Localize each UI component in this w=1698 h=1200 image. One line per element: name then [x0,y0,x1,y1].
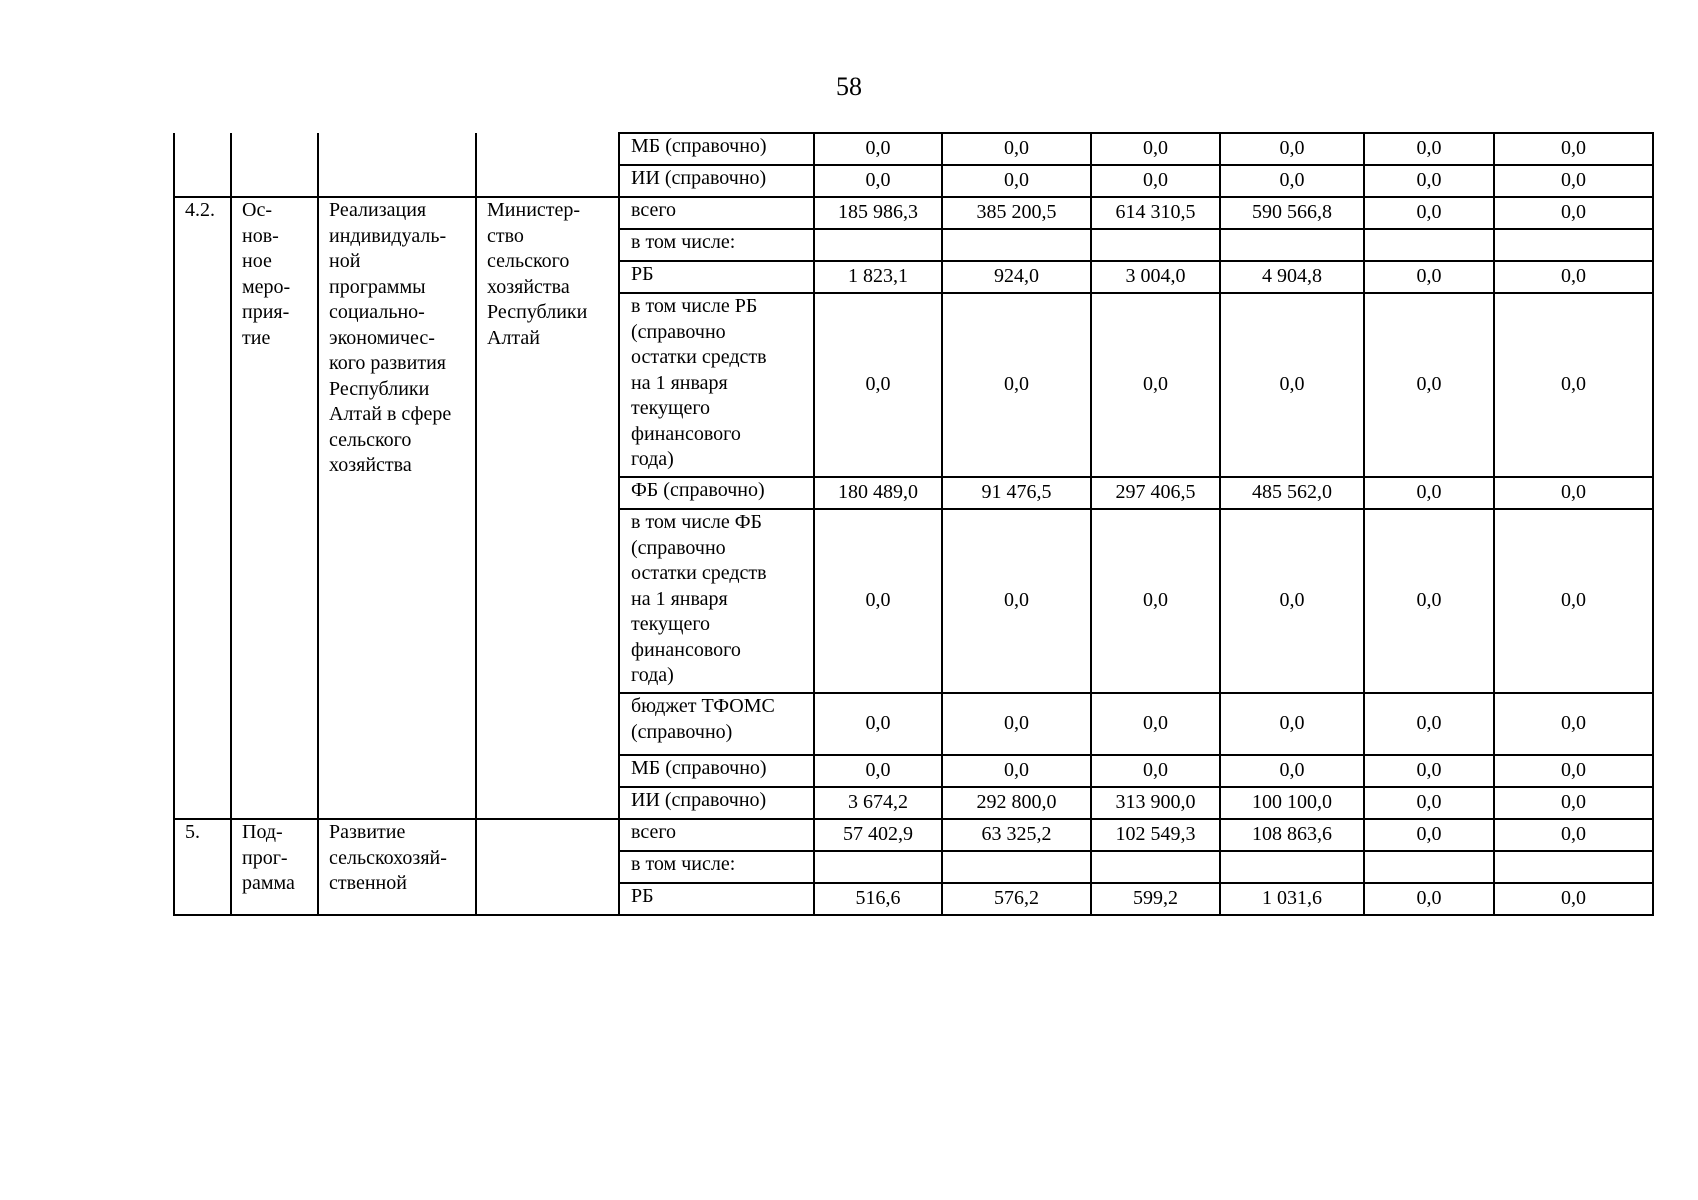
table-row [174,197,1653,229]
amount-cell: 0,0 [1364,787,1494,819]
financing-table [173,132,1654,916]
amount-cell: 0,0 [1364,819,1494,851]
amount-cell: 0,0 [1220,133,1364,165]
amount-cell: 614 310,5 [1091,197,1220,229]
amount-cell: 0,0 [942,693,1091,755]
amount-cell [1220,851,1364,883]
item-number-cell: 5. [174,819,231,915]
amount-cell [1091,851,1220,883]
amount-cell: 0,0 [1494,133,1653,165]
item-type-cell: Ос- нов- ное меро- прия- тие [231,197,318,819]
amount-cell: 4 904,8 [1220,261,1364,293]
amount-cell: 0,0 [942,509,1091,693]
amount-cell [814,229,942,261]
amount-cell: 0,0 [814,165,942,197]
amount-cell: 0,0 [1220,509,1364,693]
amount-cell [1220,229,1364,261]
item-executor-cell: Министер- ство сельского хозяйства Республики Алтай [476,197,619,819]
amount-cell: 0,0 [1091,293,1220,477]
funding-source-cell: РБ [619,261,814,293]
amount-cell: 0,0 [1364,755,1494,787]
funding-source-cell: всего [619,819,814,851]
amount-cell: 0,0 [814,509,942,693]
amount-cell: 3 004,0 [1091,261,1220,293]
continuation-name-cell [318,133,476,197]
funding-source-cell: ИИ (справочно) [619,787,814,819]
continuation-number-cell [174,133,231,197]
funding-source-cell: РБ [619,883,814,915]
amount-cell: 516,6 [814,883,942,915]
amount-cell: 0,0 [942,165,1091,197]
amount-cell: 63 325,2 [942,819,1091,851]
amount-cell: 0,0 [1494,755,1653,787]
amount-cell: 0,0 [1220,693,1364,755]
amount-cell: 0,0 [1494,693,1653,755]
amount-cell: 0,0 [1364,293,1494,477]
amount-cell: 1 031,6 [1220,883,1364,915]
funding-source-cell: ФБ (справочно) [619,477,814,509]
funding-source-cell: МБ (справочно) [619,755,814,787]
amount-cell: 0,0 [1364,693,1494,755]
table-row [174,819,1653,851]
page-number: 58 [836,72,862,101]
amount-cell: 0,0 [1494,509,1653,693]
amount-cell: 0,0 [1494,787,1653,819]
amount-cell: 0,0 [1364,261,1494,293]
continuation-type-cell [231,133,318,197]
amount-cell: 0,0 [1091,509,1220,693]
amount-cell: 0,0 [942,293,1091,477]
amount-cell: 0,0 [814,133,942,165]
amount-cell: 0,0 [1091,755,1220,787]
amount-cell: 0,0 [1494,883,1653,915]
funding-source-cell: всего [619,197,814,229]
amount-cell: 100 100,0 [1220,787,1364,819]
item-name-cell: Развитие сельскохозяй- ственной [318,819,476,915]
amount-cell: 0,0 [1494,165,1653,197]
amount-cell [1364,229,1494,261]
amount-cell: 297 406,5 [1091,477,1220,509]
amount-cell: 0,0 [1091,165,1220,197]
amount-cell: 0,0 [1364,883,1494,915]
funding-source-cell: в том числе РБ (справочно остатки средств на 1 января текущего финансового года) [619,293,814,477]
item-executor-cell [476,819,619,915]
amount-cell: 576,2 [942,883,1091,915]
amount-cell [1494,229,1653,261]
amount-cell: 0,0 [1220,165,1364,197]
funding-source-cell: в том числе: [619,229,814,261]
amount-cell: 0,0 [1494,293,1653,477]
amount-cell: 57 402,9 [814,819,942,851]
amount-cell [942,851,1091,883]
funding-source-cell: МБ (справочно) [619,133,814,165]
amount-cell: 0,0 [1494,197,1653,229]
funding-source-cell: в том числе ФБ (справочно остатки средств на 1 января текущего финансового года) [619,509,814,693]
amount-cell: 0,0 [1364,133,1494,165]
amount-cell: 1 823,1 [814,261,942,293]
amount-cell: 3 674,2 [814,787,942,819]
amount-cell: 485 562,0 [1220,477,1364,509]
amount-cell: 0,0 [1494,261,1653,293]
amount-cell: 0,0 [1220,293,1364,477]
amount-cell: 0,0 [1364,165,1494,197]
amount-cell: 0,0 [1494,477,1653,509]
amount-cell: 0,0 [1091,133,1220,165]
item-type-cell: Под- прог- рамма [231,819,318,915]
amount-cell [1364,851,1494,883]
amount-cell: 924,0 [942,261,1091,293]
amount-cell: 0,0 [1364,197,1494,229]
amount-cell: 0,0 [942,133,1091,165]
funding-source-cell: в том числе: [619,851,814,883]
amount-cell [1494,851,1653,883]
item-name-cell: Реализация индивидуаль- ной программы социально- экономичес- кого развития Республики Алтай в сфере сельского хозяйства [318,197,476,819]
amount-cell: 385 200,5 [942,197,1091,229]
amount-cell: 0,0 [1364,509,1494,693]
amount-cell: 0,0 [1364,477,1494,509]
amount-cell: 180 489,0 [814,477,942,509]
amount-cell: 292 800,0 [942,787,1091,819]
funding-source-cell: ИИ (справочно) [619,165,814,197]
amount-cell: 0,0 [942,755,1091,787]
amount-cell: 0,0 [1494,819,1653,851]
amount-cell [1091,229,1220,261]
amount-cell: 313 900,0 [1091,787,1220,819]
amount-cell: 108 863,6 [1220,819,1364,851]
amount-cell [942,229,1091,261]
amount-cell: 590 566,8 [1220,197,1364,229]
amount-cell: 0,0 [814,755,942,787]
amount-cell: 0,0 [1091,693,1220,755]
amount-cell: 185 986,3 [814,197,942,229]
amount-cell: 0,0 [814,293,942,477]
item-number-cell: 4.2. [174,197,231,819]
amount-cell [814,851,942,883]
amount-cell: 0,0 [814,693,942,755]
amount-cell: 599,2 [1091,883,1220,915]
amount-cell: 0,0 [1220,755,1364,787]
amount-cell: 102 549,3 [1091,819,1220,851]
amount-cell: 91 476,5 [942,477,1091,509]
funding-source-cell: бюджет ТФОМС (справочно) [619,693,814,755]
continuation-executor-cell [476,133,619,197]
table-row [174,133,1653,165]
